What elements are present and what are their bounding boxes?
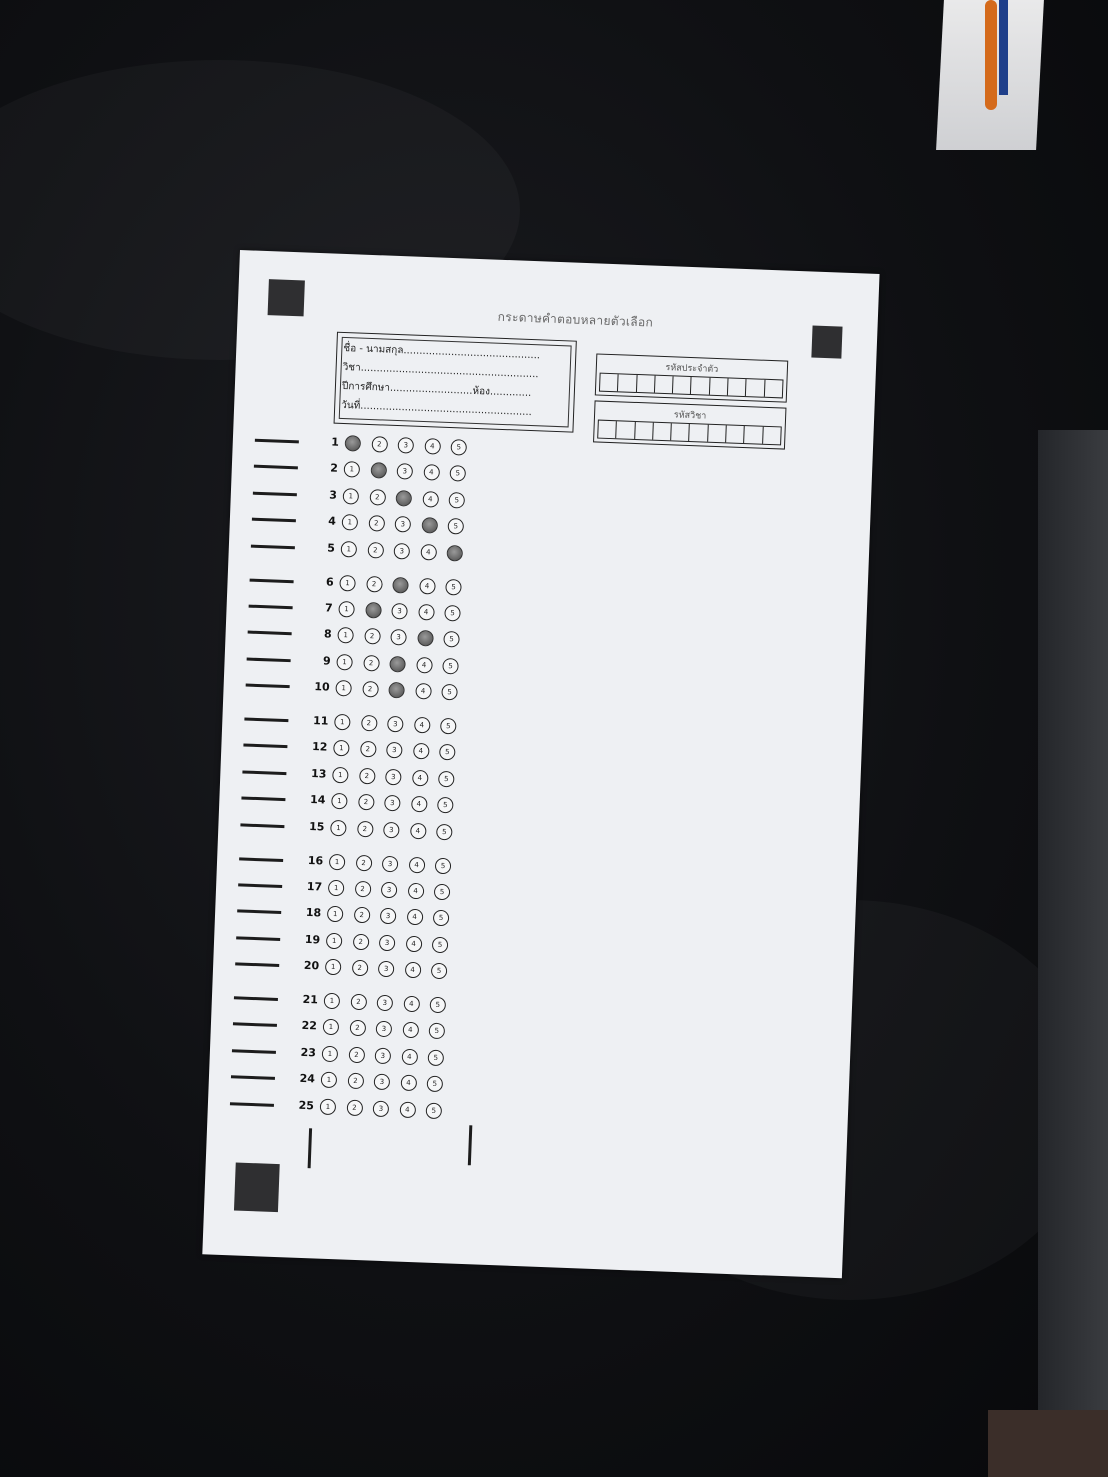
answer-bubble[interactable]: 3 xyxy=(377,995,394,1012)
answer-bubble[interactable]: 3 xyxy=(397,463,414,480)
timing-bar-left xyxy=(308,1128,312,1168)
answer-bubble[interactable]: 3 xyxy=(378,961,395,978)
question-number: 10 xyxy=(314,680,330,694)
answer-bubble[interactable]: 1 xyxy=(344,461,361,478)
answer-bubble[interactable]: 1 xyxy=(330,819,347,836)
answer-bubble[interactable]: 3 xyxy=(382,855,399,872)
answer-bubble[interactable]: 3 xyxy=(380,908,397,925)
answer-bubble[interactable]: 4 xyxy=(400,1075,417,1092)
answer-bubble[interactable]: 1 xyxy=(337,627,354,644)
answer-bubble[interactable]: 3 xyxy=(375,1047,392,1064)
answer-bubble[interactable]: 5 xyxy=(428,1049,445,1066)
question-number: 25 xyxy=(298,1098,315,1112)
question-number: 22 xyxy=(301,1019,318,1033)
timing-tick xyxy=(241,797,285,802)
answer-bubble[interactable]: 3 xyxy=(397,437,414,454)
question-number: 19 xyxy=(304,932,321,947)
answer-bubble[interactable]: 2 xyxy=(359,768,376,785)
answer-bubble[interactable]: 5 xyxy=(440,718,457,735)
answer-bubble[interactable]: 1 xyxy=(339,574,356,591)
answer-bubble[interactable]: 3 xyxy=(386,742,403,759)
answer-bubble[interactable]: 4 xyxy=(411,796,428,813)
answer-bubble[interactable]: 1 xyxy=(338,601,355,618)
sheet-title: กระดาษคำตอบหลายตัวเลือก xyxy=(497,309,654,330)
subject-code-box xyxy=(593,400,786,449)
answer-bubble[interactable]: 5 xyxy=(437,797,454,814)
answer-bubble[interactable]: 2 xyxy=(352,933,369,950)
answer-bubble[interactable]: 4 xyxy=(403,996,420,1013)
answer-bubble[interactable]: 1 xyxy=(322,1045,339,1062)
answer-bubble[interactable]: 4 xyxy=(404,962,421,979)
answer-bubble[interactable]: 2 xyxy=(347,1073,364,1090)
answer-bubble[interactable]: 1 xyxy=(329,853,346,870)
timing-tick xyxy=(243,744,287,749)
answer-bubble[interactable]: 3 xyxy=(394,543,411,560)
question-number: 1 xyxy=(330,435,340,449)
question-number: 17 xyxy=(306,879,323,894)
student-info-box xyxy=(334,332,577,433)
timing-tick xyxy=(233,1023,277,1028)
answer-bubble[interactable]: 1 xyxy=(325,959,342,976)
answer-bubble[interactable]: 2 xyxy=(368,515,385,532)
answer-bubble[interactable] xyxy=(365,602,382,619)
answer-bubble[interactable]: 1 xyxy=(331,793,348,810)
answer-bubble[interactable]: 4 xyxy=(406,909,423,926)
timing-tick xyxy=(252,518,296,523)
timing-tick xyxy=(231,1075,275,1080)
answer-bubble[interactable]: 2 xyxy=(363,655,380,672)
timing-tick xyxy=(255,439,299,444)
answer-bubble[interactable]: 5 xyxy=(450,439,467,456)
answer-bubble[interactable]: 4 xyxy=(423,464,440,481)
timing-tick xyxy=(244,717,288,722)
orange-strap xyxy=(985,0,997,110)
answer-bubble[interactable] xyxy=(421,517,438,534)
question-number: 21 xyxy=(302,992,319,1007)
answer-bubble[interactable]: 1 xyxy=(336,654,353,671)
answer-bubble[interactable]: 4 xyxy=(416,657,433,674)
timing-tick xyxy=(234,996,278,1001)
answer-bubble[interactable]: 4 xyxy=(412,770,429,787)
timing-tick xyxy=(240,823,284,828)
answer-bubble[interactable]: 2 xyxy=(371,436,388,453)
question-number: 20 xyxy=(303,958,320,973)
answer-bubble[interactable]: 5 xyxy=(433,910,450,927)
question-number: 4 xyxy=(327,514,337,528)
answer-bubble[interactable]: 5 xyxy=(432,936,449,953)
answer-bubble[interactable] xyxy=(396,490,413,507)
answer-bubble[interactable]: 1 xyxy=(327,906,344,923)
answer-bubble[interactable]: 5 xyxy=(445,578,462,595)
answer-bubble[interactable]: 4 xyxy=(420,544,437,561)
answer-bubble[interactable] xyxy=(417,630,434,647)
answer-bubble[interactable]: 1 xyxy=(333,740,350,757)
answer-bubble[interactable]: 3 xyxy=(383,821,400,838)
answer-bubble[interactable]: 5 xyxy=(429,1023,446,1040)
answer-bubble[interactable]: 5 xyxy=(443,631,460,648)
timing-tick xyxy=(230,1102,274,1107)
answer-bubble[interactable]: 4 xyxy=(408,856,425,873)
answer-bubble[interactable]: 2 xyxy=(362,681,379,698)
answer-bubble[interactable]: 3 xyxy=(391,603,408,620)
floor-tile xyxy=(1038,430,1108,1477)
answer-bubble[interactable]: 3 xyxy=(374,1074,391,1091)
answer-bubble[interactable]: 5 xyxy=(426,1102,443,1119)
answer-bubble[interactable]: 3 xyxy=(373,1100,390,1117)
question-number: 24 xyxy=(299,1072,316,1086)
answer-bubble[interactable]: 3 xyxy=(384,795,401,812)
answer-bubble[interactable]: 1 xyxy=(343,488,360,505)
answer-bubble[interactable] xyxy=(388,682,405,699)
answer-bubble[interactable]: 3 xyxy=(387,716,404,733)
answer-bubble[interactable]: 1 xyxy=(323,1019,340,1036)
answer-bubble[interactable]: 2 xyxy=(357,820,374,837)
answer-bubble[interactable]: 4 xyxy=(415,683,432,700)
answer-bubble[interactable]: 4 xyxy=(422,491,439,508)
answer-sheet xyxy=(202,250,879,1278)
answer-bubble[interactable]: 2 xyxy=(355,854,372,871)
question-number: 15 xyxy=(308,819,325,834)
answer-bubble[interactable]: 3 xyxy=(390,629,407,646)
year-room-field[interactable]: ปีการศึกษา..........................ห้อง............. xyxy=(341,380,532,400)
timing-tick xyxy=(251,544,295,549)
question-number: 8 xyxy=(323,627,332,642)
question-number: 14 xyxy=(309,793,326,807)
answer-bubble[interactable]: 2 xyxy=(366,575,383,592)
answer-bubble[interactable]: 5 xyxy=(442,658,459,675)
question-number: 23 xyxy=(300,1045,317,1060)
answer-bubble[interactable]: 3 xyxy=(395,516,412,533)
timing-bar-right xyxy=(468,1125,472,1165)
timing-tick xyxy=(236,936,280,941)
answer-bubble[interactable]: 2 xyxy=(350,994,367,1011)
answer-bubble[interactable]: 5 xyxy=(434,884,451,901)
question-number: 18 xyxy=(305,906,322,920)
alignment-marker-top-left xyxy=(268,279,305,316)
answer-bubble[interactable]: 2 xyxy=(358,794,375,811)
answer-bubble[interactable]: 2 xyxy=(361,715,378,732)
answer-bubble[interactable]: 3 xyxy=(381,882,398,899)
answer-bubble[interactable]: 2 xyxy=(353,907,370,924)
timing-tick xyxy=(232,1049,276,1054)
answer-bubble[interactable]: 4 xyxy=(424,438,441,455)
answer-bubble[interactable]: 1 xyxy=(335,680,352,697)
answer-bubble[interactable]: 2 xyxy=(367,542,384,559)
answer-bubble[interactable]: 2 xyxy=(369,489,386,506)
subject-field[interactable]: วิชา........................................................ xyxy=(342,361,539,381)
answer-bubble[interactable]: 2 xyxy=(354,881,371,898)
answer-bubble[interactable]: 5 xyxy=(436,823,453,840)
answer-bubble[interactable]: 3 xyxy=(376,1021,393,1038)
answer-bubble[interactable]: 5 xyxy=(447,518,464,535)
alignment-marker-top-right xyxy=(811,326,842,359)
answer-bubble[interactable]: 4 xyxy=(402,1022,419,1039)
student-id-box xyxy=(595,353,788,402)
answer-bubble[interactable]: 5 xyxy=(441,684,458,701)
question-number: 11 xyxy=(312,714,329,728)
answer-bubble[interactable]: 2 xyxy=(364,628,381,645)
answer-bubble[interactable]: 2 xyxy=(348,1046,365,1063)
timing-tick xyxy=(239,857,283,862)
timing-tick xyxy=(242,770,286,775)
answer-bubble[interactable]: 5 xyxy=(438,771,455,788)
answer-bubble[interactable]: 4 xyxy=(407,883,424,900)
floor-wood xyxy=(988,1410,1108,1477)
timing-tick xyxy=(250,578,294,583)
answer-bubble[interactable]: 1 xyxy=(320,1098,337,1115)
date-field[interactable]: วันที่...................................................... xyxy=(341,399,533,419)
answer-bubble[interactable]: 5 xyxy=(439,744,456,761)
answer-bubble[interactable]: 5 xyxy=(435,857,452,874)
timing-tick xyxy=(237,910,281,915)
answer-bubble[interactable]: 2 xyxy=(360,741,377,758)
answer-bubble[interactable] xyxy=(392,576,409,593)
answer-bubble[interactable]: 4 xyxy=(399,1101,416,1118)
answer-bubble[interactable] xyxy=(345,435,362,452)
answer-bubble[interactable] xyxy=(389,656,406,673)
answer-bubble[interactable]: 4 xyxy=(405,935,422,952)
answer-bubble[interactable]: 3 xyxy=(385,769,402,786)
timing-tick xyxy=(249,604,293,609)
timing-tick xyxy=(253,491,297,496)
answer-bubble[interactable]: 1 xyxy=(328,880,345,897)
answer-bubble[interactable]: 3 xyxy=(379,934,396,951)
question-number: 6 xyxy=(325,574,334,589)
subject-code-label: รหัสวิชา xyxy=(673,410,707,422)
answer-bubble[interactable]: 5 xyxy=(427,1076,444,1093)
answer-bubble[interactable] xyxy=(446,545,463,562)
answer-bubble[interactable]: 4 xyxy=(413,743,430,760)
timing-tick xyxy=(235,962,279,967)
question-number: 7 xyxy=(324,601,333,615)
answer-bubble[interactable]: 4 xyxy=(401,1048,418,1065)
blue-strap xyxy=(999,0,1008,95)
answer-bubble[interactable]: 1 xyxy=(332,767,349,784)
answer-bubble[interactable]: 1 xyxy=(334,714,351,731)
question-number: 16 xyxy=(307,853,324,868)
answer-bubble[interactable]: 1 xyxy=(326,932,343,949)
question-number: 13 xyxy=(310,766,327,781)
name-field[interactable]: ชื่อ - นามสกุล........................................... xyxy=(343,342,541,362)
alignment-marker-bottom-left xyxy=(234,1162,280,1212)
answer-bubble[interactable]: 2 xyxy=(349,1020,366,1037)
answer-bubble[interactable]: 4 xyxy=(414,717,431,734)
timing-tick xyxy=(246,684,290,689)
answer-bubble[interactable]: 5 xyxy=(448,492,465,509)
answer-bubble[interactable] xyxy=(370,462,387,479)
question-number: 9 xyxy=(322,654,331,668)
answer-bubble[interactable]: 2 xyxy=(346,1099,363,1116)
question-number: 2 xyxy=(329,461,339,476)
question-number: 3 xyxy=(328,488,338,502)
answer-bubble[interactable]: 5 xyxy=(431,963,448,980)
answer-bubble[interactable]: 1 xyxy=(321,1072,338,1089)
answer-bubble[interactable]: 5 xyxy=(449,465,466,482)
question-number: 5 xyxy=(326,541,336,555)
answer-bubble[interactable]: 2 xyxy=(351,960,368,977)
answer-bubble[interactable]: 5 xyxy=(444,605,461,622)
answer-bubble[interactable]: 5 xyxy=(430,997,447,1014)
answer-bubble[interactable]: 1 xyxy=(342,514,359,531)
answer-bubble[interactable]: 1 xyxy=(341,541,358,558)
timing-tick xyxy=(238,883,282,888)
timing-tick xyxy=(247,657,291,662)
timing-tick xyxy=(248,631,292,636)
question-number: 12 xyxy=(311,740,328,755)
timing-tick xyxy=(254,465,298,470)
student-id-label: รหัสประจำตัว xyxy=(665,363,719,376)
answer-bubble[interactable]: 4 xyxy=(418,604,435,621)
answer-bubble[interactable]: 4 xyxy=(410,822,427,839)
answer-bubble[interactable]: 4 xyxy=(419,577,436,594)
answer-bubble[interactable]: 1 xyxy=(324,993,341,1010)
